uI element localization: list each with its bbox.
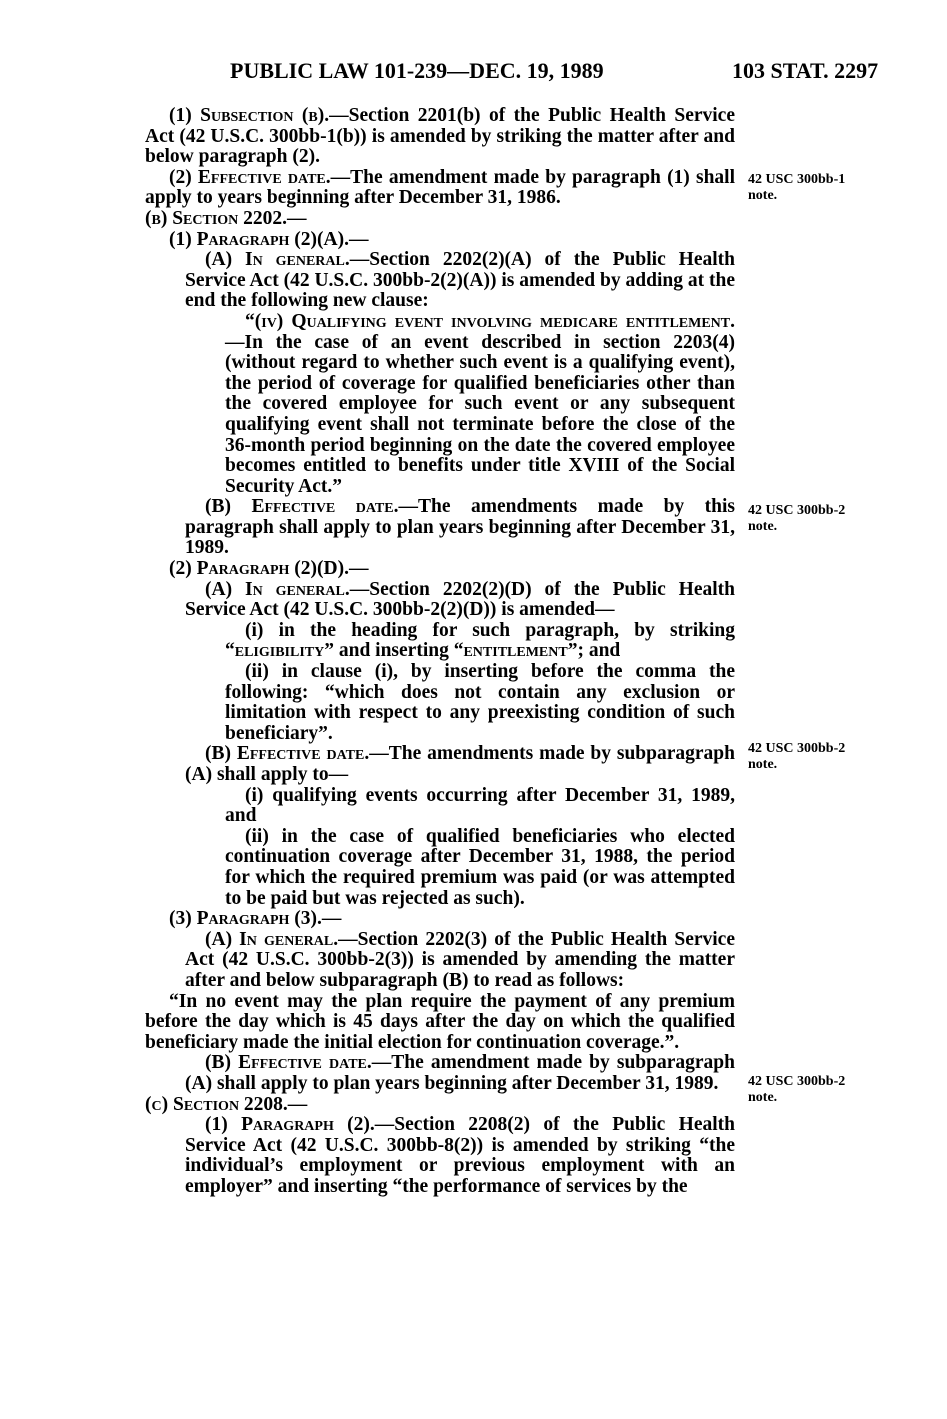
para-heading: (A) In general. [205, 249, 350, 271]
page-header [0, 58, 947, 88]
para-heading: (B) Effective date. [205, 1052, 372, 1074]
note-line: 42 USC 300bb-2 [748, 503, 846, 518]
inserted-word: entitlement [463, 640, 568, 662]
note-line: 42 USC 300bb-2 [748, 741, 846, 756]
clause-text: (i) qualifying events occurring after December 31, 1989, and [225, 784, 735, 827]
para-text: —Section 2202(2)(D) of the Public Health Service Act (42 U.S.C. 300bb-2(2)(D)) is amended— [185, 578, 735, 621]
subsection-b-1-A [145, 250, 735, 312]
clause-text: —In the case of an event described in section 2203(4) (without regard to whether such event is a qualifying event), the period of coverage for qualified beneficiaries other than the covered employee for such event or any subsequent qualifying event shall not terminate before the close of the 36-month period beginning on the date the covered employee becomes entitled to benefits under title XVIII of the Social Security Act.” [225, 331, 735, 497]
clause-heading: “(iv) Qualifying event involving medicare entitlement. [245, 310, 735, 332]
note-line: note. [748, 757, 778, 772]
para-heading: (A) In general. [205, 928, 339, 950]
para-heading: (1) Paragraph (2). [205, 1114, 375, 1136]
quoted-text [145, 992, 735, 1054]
para-heading: (2) Effective date. [169, 166, 331, 188]
para-heading: (A) In general. [205, 578, 350, 600]
clause-iv [145, 312, 735, 497]
para-heading: (1) Subsection (b). [169, 105, 330, 126]
statute-text [145, 106, 735, 1197]
subsection-a-para-2 [145, 168, 735, 209]
heading-text: (1) Paragraph (2)(A).— [169, 228, 369, 250]
para-text: —The amendment made by paragraph (1) shall apply to years beginning after December 31, 1986. [145, 166, 736, 209]
heading-text: (3) Paragraph (3).— [169, 908, 342, 930]
subsection-c-1 [145, 1115, 735, 1197]
clause-b-2-A-i [145, 621, 735, 662]
subsection-b-1-B [145, 497, 735, 559]
subsection-b-para-3-heading [145, 909, 735, 930]
subsection-b-heading [145, 209, 735, 230]
para-text: —The amendments made by subparagraph (A) shall apply to— [185, 743, 735, 785]
para-text: —Section 2208(2) of the Public Health Service Act (42 U.S.C. 300bb-8(2)) is amended by striking “the individual’s employment or previous employment with an employer” and inserting “the performance of services by the [185, 1114, 735, 1197]
para-text: —Section 2201(b) of the Public Health Service Act (42 U.S.C. 300bb-1(b)) is amended by striking the matter after and below paragraph (2). [145, 105, 735, 168]
subsection-c-heading [145, 1095, 735, 1116]
subsection-b-2-B [145, 744, 735, 785]
clause-b-2-B-ii [145, 827, 735, 909]
margin-note [748, 172, 845, 204]
subsection-b-para-2-heading [145, 559, 735, 580]
struck-word: eligibility [234, 640, 325, 662]
margin-note [748, 503, 845, 535]
subsection-b-para-1-heading [145, 230, 735, 251]
margin-note [748, 741, 845, 773]
header-stat-page: 103 STAT. 2297 [732, 58, 879, 83]
note-line: note. [748, 1090, 778, 1105]
margin-note [748, 1074, 845, 1106]
clause-b-2-B-i [145, 786, 735, 827]
para-heading: (B) Effective date. [205, 496, 399, 518]
note-line: note. [748, 519, 778, 534]
subsection-b-2-A [145, 580, 735, 621]
para-text: —The amendment made by subparagraph (A) shall apply to plan years beginning after December 31, 1989. [185, 1052, 735, 1094]
header-title: PUBLIC LAW 101-239—DEC. 19, 1989 [230, 58, 604, 83]
para-text: —The amendments made by this paragraph shall apply to plan years beginning after December 31, 1989. [185, 496, 735, 559]
clause-text: (ii) in clause (i), by inserting before the comma the following: “which does not contain any exclusion or limitation with respect to any preexisting condition of such beneficiary”. [225, 661, 735, 744]
heading-text: (c) Section 2208.— [145, 1093, 308, 1115]
para-text: —Section 2202(2)(A) of the Public Health Service Act (42 U.S.C. 300bb-2(2)(A)) is amended by adding at the end the following new clause: [185, 249, 735, 312]
para-heading: (B) Effective date. [205, 743, 370, 765]
clause-b-2-A-ii [145, 662, 735, 744]
text-fragment: ” and inserting “ [324, 640, 464, 662]
note-line: 42 USC 300bb-2 [748, 1074, 846, 1089]
subsection-b-3-A [145, 930, 735, 992]
text-fragment: ”; and [567, 640, 621, 662]
heading-text: (b) Section 2202.— [145, 207, 307, 229]
note-line: note. [748, 188, 778, 203]
heading-text: (2) Paragraph (2)(D).— [169, 558, 369, 580]
para-text: —Section 2202(3) of the Public Health Service Act (42 U.S.C. 300bb-2(3)) is amended by amending the matter after and below subparagraph (B) to read as follows: [185, 928, 735, 991]
subsection-a-para-1 [145, 106, 735, 168]
subsection-b-3-B [145, 1053, 735, 1094]
clause-text: (ii) in the case of qualified beneficiaries who elected continuation coverage after December 31, 1988, the period for which the required premium was paid (or was attempted to be paid but was rejected as such). [225, 825, 735, 909]
quote-text: “In no event may the plan require the payment of any premium before the day which is 45 days after the day on which the qualified beneficiary made the initial election for continuation coverage.”. [145, 990, 735, 1053]
text-fragment: (i) in the heading for such paragraph, by striking “ [225, 619, 735, 662]
note-line: 42 USC 300bb-1 [748, 172, 846, 187]
